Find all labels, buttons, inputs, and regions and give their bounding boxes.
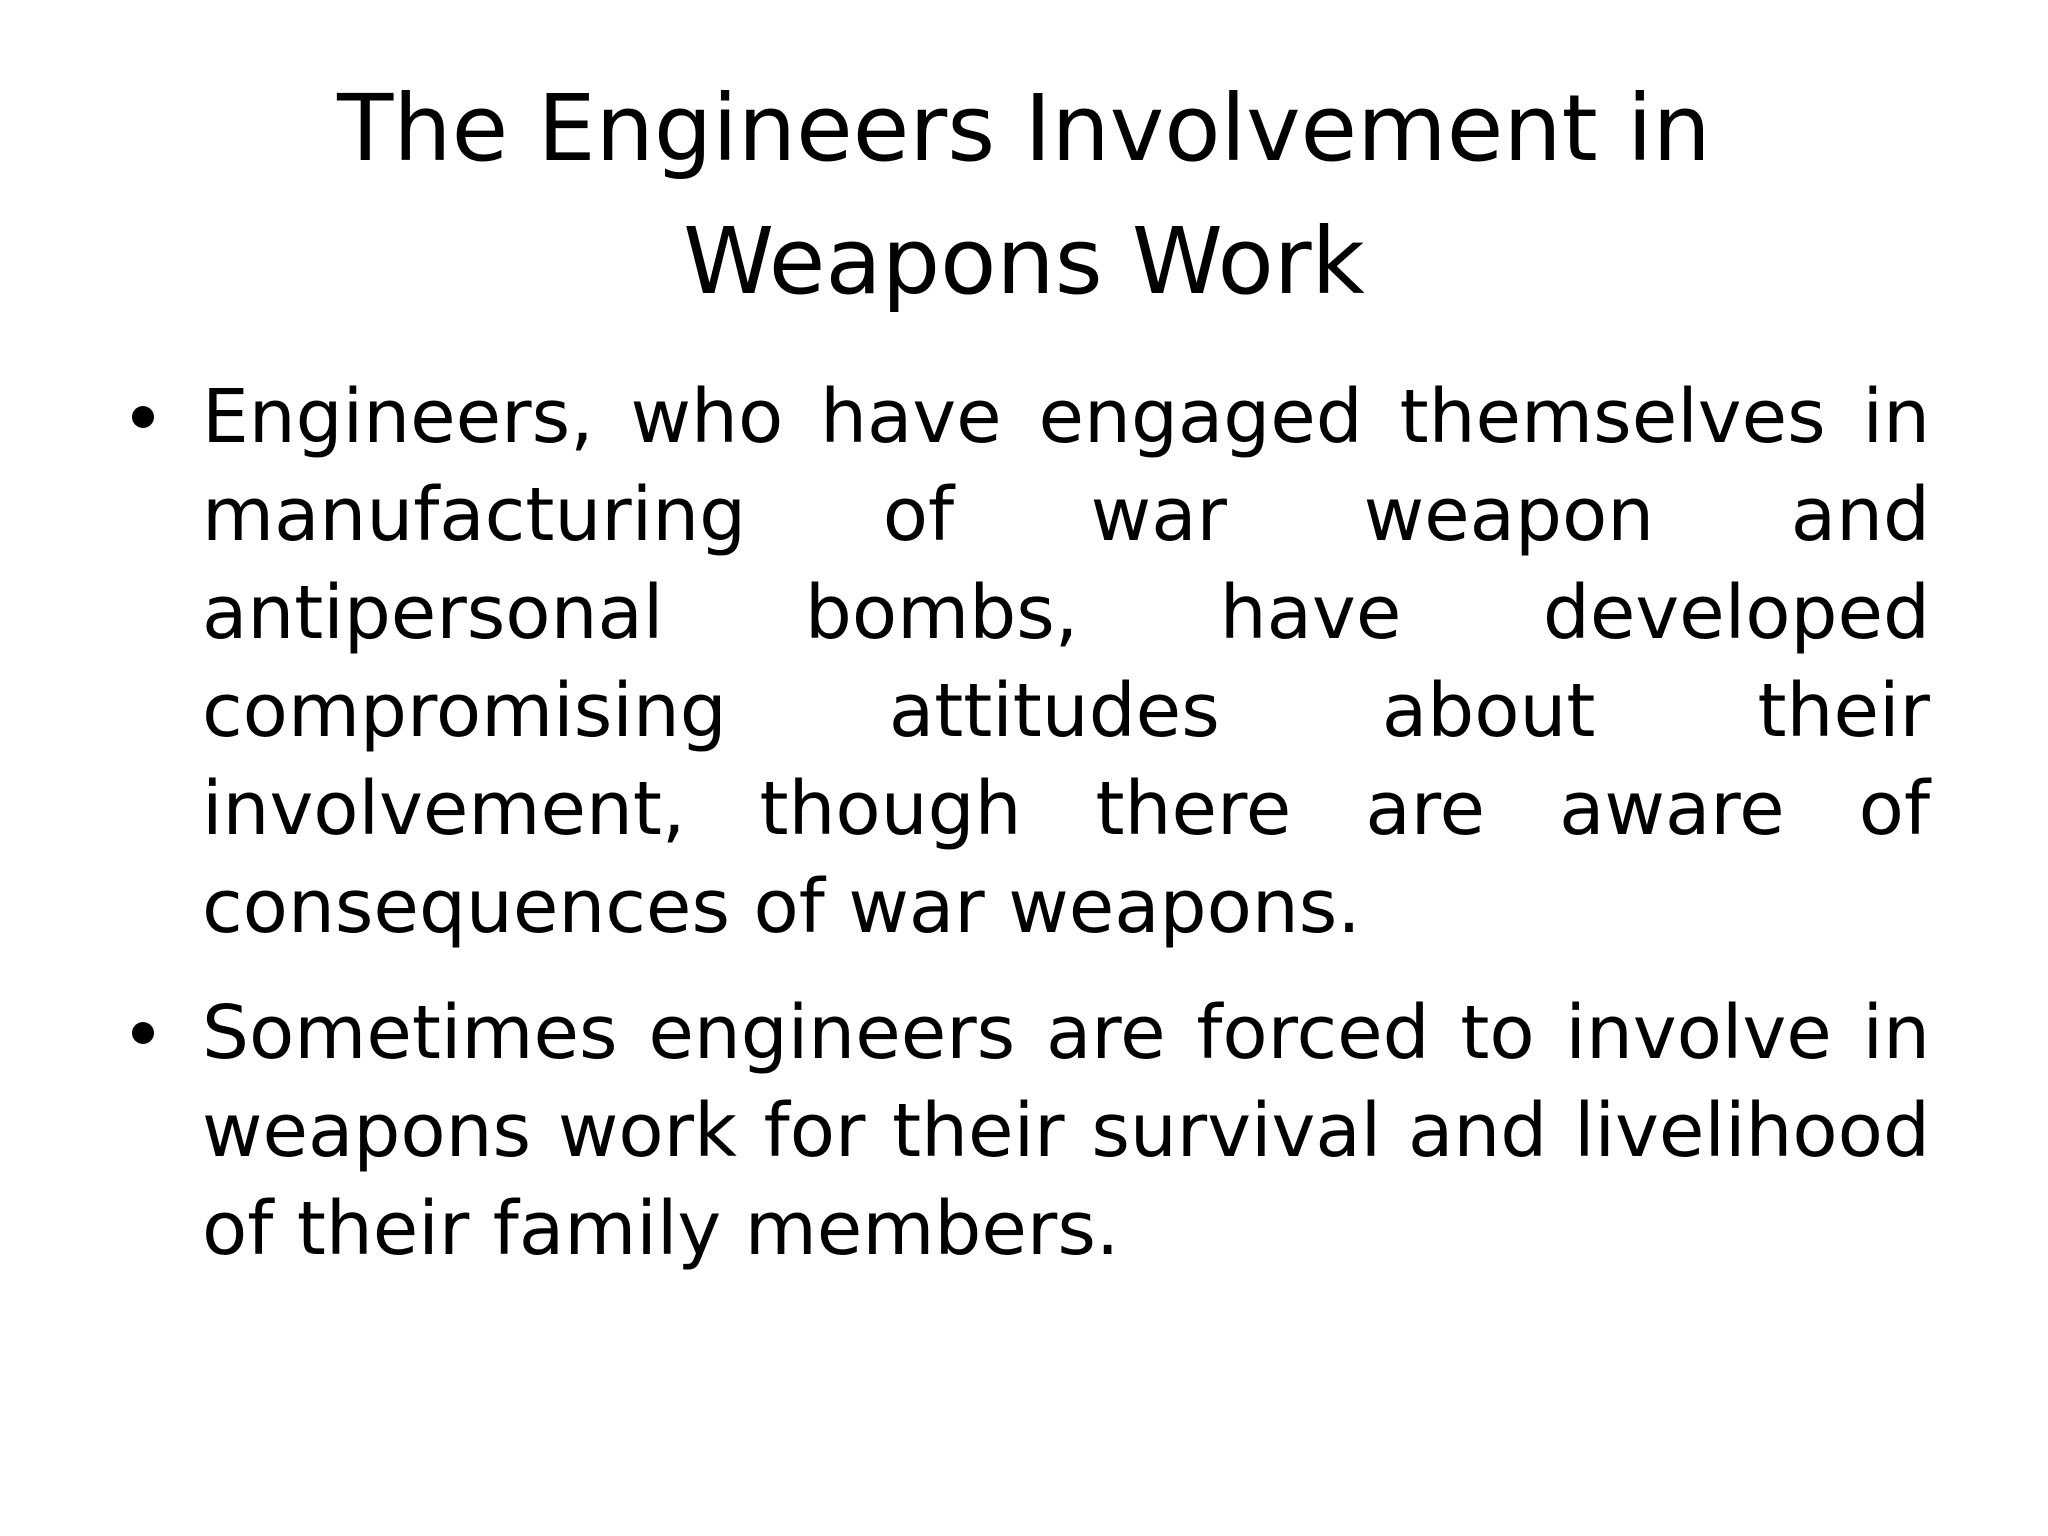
word: have <box>1219 570 1402 656</box>
word: compromising <box>202 668 727 754</box>
bullet-last-line: consequences of war weapons. <box>202 864 1361 950</box>
word: manufacturing <box>202 472 747 558</box>
word: work <box>557 1088 737 1174</box>
bullet-last-line: of their family members. <box>202 1186 1120 1272</box>
word: though <box>759 766 1022 852</box>
word: forced <box>1196 990 1430 1076</box>
word: and <box>1407 1088 1548 1174</box>
bullet-text <box>202 984 1930 1278</box>
bullet-item <box>120 984 1930 1278</box>
word: war <box>1090 472 1227 558</box>
word: in <box>1862 990 1930 1076</box>
bullet-dot-icon <box>132 406 154 428</box>
title-line-2: Weapons Work <box>683 208 1365 315</box>
bullet-line <box>202 564 1930 662</box>
word: of <box>1858 766 1930 852</box>
word: weapon <box>1363 472 1655 558</box>
word: their <box>892 1088 1065 1174</box>
word: involve <box>1565 990 1832 1076</box>
bullet-line <box>202 368 1930 466</box>
word: aware <box>1559 766 1785 852</box>
word: who <box>630 374 784 460</box>
word: engaged <box>1038 374 1363 460</box>
bullet-list <box>120 368 1930 1306</box>
bullet-item <box>120 368 1930 956</box>
bullet-line <box>202 984 1930 1082</box>
word: livelihood <box>1573 1088 1930 1174</box>
word: about <box>1381 668 1596 754</box>
bullet-line <box>202 662 1930 760</box>
word: Sometimes <box>202 990 618 1076</box>
bullet-dot-icon <box>132 1022 154 1044</box>
word: to <box>1460 990 1535 1076</box>
word: their <box>1757 668 1930 754</box>
word: and <box>1790 472 1930 558</box>
bullet-line <box>202 760 1930 858</box>
word: antipersonal <box>202 570 664 656</box>
word: of <box>882 472 955 558</box>
word: survival <box>1091 1088 1382 1174</box>
word: are <box>1045 990 1166 1076</box>
bullet-line <box>202 466 1930 564</box>
word: Engineers, <box>202 374 594 460</box>
word: bombs, <box>804 570 1079 656</box>
bullet-text <box>202 368 1930 956</box>
word: developed <box>1542 570 1930 656</box>
slide-title <box>140 62 1908 328</box>
title-line-1: The Engineers Involvement in <box>337 75 1711 182</box>
word: involvement, <box>202 766 686 852</box>
word: are <box>1365 766 1486 852</box>
word: there <box>1095 766 1292 852</box>
word: for <box>763 1088 866 1174</box>
word: themselves <box>1399 374 1826 460</box>
word: have <box>820 374 1002 460</box>
word: engineers <box>648 990 1016 1076</box>
word: in <box>1862 374 1930 460</box>
word: attitudes <box>888 668 1220 754</box>
bullet-line <box>202 1082 1930 1180</box>
word: weapons <box>202 1088 532 1174</box>
